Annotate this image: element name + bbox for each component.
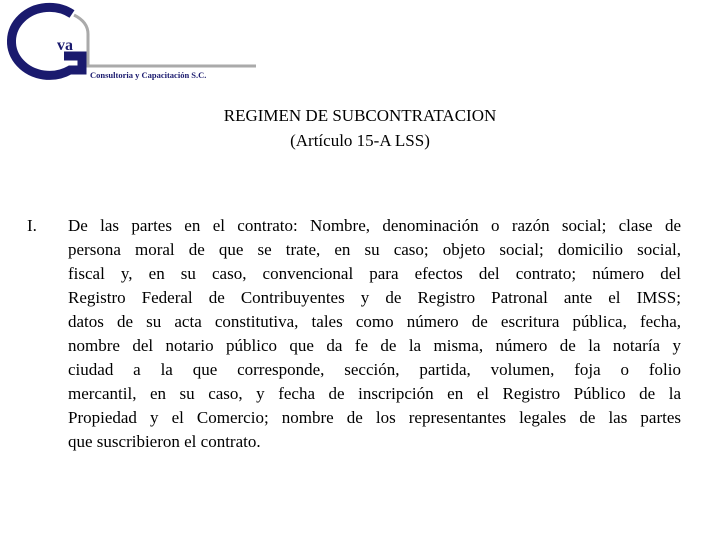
text-line: Propiedad y el Comercio; nombre de los representantes legales de las partes	[68, 408, 681, 427]
text-line: mercantil, en su caso, y fecha de inscripción en el Registro Público de la	[68, 384, 681, 403]
document-subtitle: (Artículo 15-A LSS)	[290, 131, 430, 150]
text-line: persona moral de que se trate, en su caso; objeto social; domicilio social,	[68, 240, 681, 259]
text-line: De las partes en el contrato: Nombre, denominación o razón social; clase de	[68, 216, 681, 235]
text-line: datos de su acta constitutiva, tales como número de escritura pública, fecha,	[68, 312, 681, 331]
text-line: nombre del notario público que da fe de la misma, número de la notaría y	[68, 336, 681, 355]
company-logo	[0, 0, 270, 90]
item-text	[68, 216, 681, 456]
text-line: que suscribieron el contrato.	[68, 432, 261, 451]
document-title: REGIMEN DE SUBCONTRATACION	[223, 106, 497, 125]
item-number: I.	[27, 216, 37, 235]
svg-text:Consultoria y Capacitación S.C: Consultoria y Capacitación S.C.	[90, 70, 207, 80]
text-line: Registro Federal de Contribuyentes y de Registro Patronal ante el IMSS;	[68, 288, 681, 307]
svg-text:va: va	[57, 37, 73, 54]
text-line: ciudad a la que corresponde, sección, partida, volumen, foja o folio	[68, 360, 681, 379]
text-line: fiscal y, en su caso, convencional para efectos del contrato; número del	[68, 264, 681, 283]
